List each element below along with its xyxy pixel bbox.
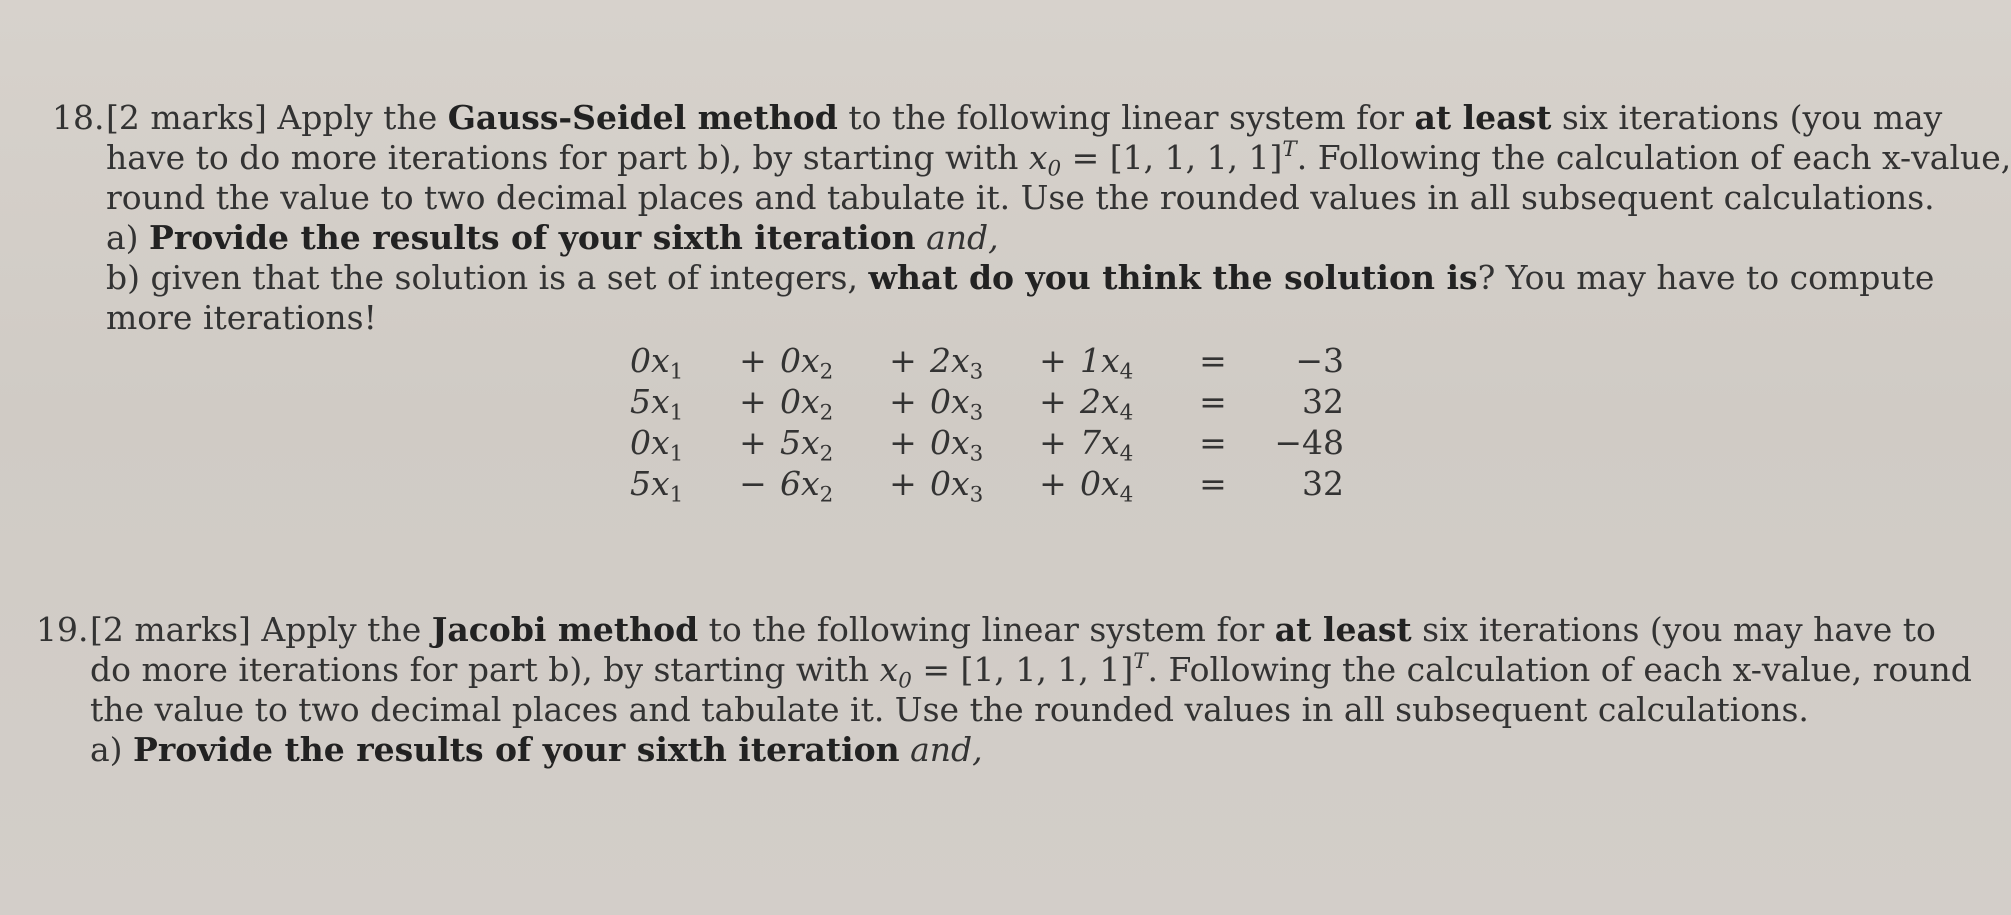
term-subscript: 1: [669, 400, 684, 426]
equation-term: [1080, 463, 1176, 508]
operator: +: [889, 382, 917, 421]
part-a: [90, 730, 1836, 770]
equation-term: [780, 381, 876, 426]
equation-term: [630, 340, 726, 385]
term-subscript: 4: [1119, 400, 1134, 426]
part-a-prompt: Provide the results of your sixth iteration: [133, 730, 900, 769]
operator: +: [1039, 423, 1067, 462]
term-subscript: 3: [969, 441, 984, 467]
x-symbol: x: [879, 650, 899, 689]
operator: +: [889, 341, 917, 380]
text: Apply the: [266, 98, 448, 137]
text: ? You may have to compute: [1477, 258, 1935, 297]
operator: −: [739, 464, 767, 503]
subscript: 0: [898, 668, 912, 694]
term-coefficient: 0x: [930, 423, 970, 462]
equals-sign: =: [1199, 341, 1227, 380]
emphasis: at least: [1414, 98, 1552, 137]
problem-18: [52, 98, 2011, 338]
term-coefficient: 0x: [780, 382, 820, 421]
right-hand-side: 32: [1302, 464, 1344, 503]
term-subscript: 2: [819, 400, 834, 426]
problem-19-line-1: [36, 610, 1936, 650]
term-subscript: 2: [819, 359, 834, 385]
equation-term: [780, 463, 876, 508]
equation-term: [930, 381, 1026, 426]
equation-term: [780, 422, 876, 467]
problem-19: [36, 610, 1972, 770]
operator: +: [739, 423, 767, 462]
transpose-superscript: T: [1133, 649, 1148, 675]
right-hand-side: 32: [1302, 382, 1344, 421]
problem-18-line-2: [106, 137, 2011, 182]
problem-number: 19.: [36, 610, 89, 649]
equation-term: [930, 463, 1026, 508]
equation-term: [1080, 340, 1176, 385]
equation-term: [630, 381, 726, 426]
initial-guess-symbol: [879, 650, 912, 694]
text: . Following the calculation of each x-value,: [1296, 138, 2011, 177]
term-subscript: 4: [1119, 441, 1134, 467]
operator: +: [1039, 464, 1067, 503]
equation-term: [930, 422, 1026, 467]
term-subscript: 3: [969, 482, 984, 508]
problem-19-line-2: [90, 649, 1972, 694]
operator: +: [1039, 341, 1067, 380]
emphasis: at least: [1274, 610, 1412, 649]
part-label: a): [90, 730, 134, 769]
term-subscript: 3: [969, 400, 984, 426]
problem-number: 18.: [52, 98, 105, 137]
equation-term: [630, 422, 726, 467]
term-subscript: 4: [1119, 482, 1134, 508]
text: and,: [899, 730, 983, 769]
right-hand-side: −48: [1274, 423, 1344, 462]
term-subscript: 1: [669, 482, 684, 508]
equation-term: [780, 340, 876, 385]
operator: +: [889, 423, 917, 462]
initial-guess-value: = [1, 1, 1, 1]: [911, 650, 1134, 689]
equation-term: [930, 340, 1026, 385]
problem-19-line-3: the value to two decimal places and tabulate it. Use the rounded values in all subsequent calculations.: [90, 690, 1809, 729]
part-b-prompt: what do you think the solution is: [868, 258, 1478, 297]
linear-system: [630, 340, 1344, 508]
term-coefficient: 7x: [1080, 423, 1120, 462]
term-subscript: 4: [1119, 359, 1134, 385]
term-subscript: 3: [969, 359, 984, 385]
term-coefficient: 1x: [1080, 341, 1120, 380]
transpose-superscript: T: [1282, 137, 1297, 163]
method-name: Gauss-Seidel method: [447, 98, 838, 137]
term-coefficient: 0x: [630, 341, 670, 380]
operator: +: [739, 341, 767, 380]
term-subscript: 1: [669, 359, 684, 385]
marks-label: [2 marks]: [106, 98, 267, 137]
initial-guess-value: = [1, 1, 1, 1]: [1061, 138, 1283, 177]
marks-label: [2 marks]: [90, 610, 251, 649]
text: b) given that the solution is a set of integers,: [106, 258, 869, 297]
term-coefficient: 5x: [780, 423, 820, 462]
operator: +: [739, 382, 767, 421]
operator: +: [889, 464, 917, 503]
term-subscript: 2: [819, 441, 834, 467]
operator: +: [1039, 382, 1067, 421]
equation-row: [630, 463, 1344, 504]
equation-term: [1080, 381, 1176, 426]
x-symbol: x: [1028, 138, 1048, 177]
term-coefficient: 5x: [630, 464, 670, 503]
method-name: Jacobi method: [431, 610, 699, 649]
term-coefficient: 0x: [930, 464, 970, 503]
text: six iterations (you may: [1551, 98, 1943, 137]
term-coefficient: 6x: [780, 464, 820, 503]
term-coefficient: 2x: [1080, 382, 1120, 421]
term-subscript: 1: [669, 441, 684, 467]
part-label: a): [106, 218, 150, 257]
equals-sign: =: [1199, 382, 1227, 421]
equation-row: [630, 381, 1344, 422]
text: Apply the: [250, 610, 432, 649]
text: do more iterations for part b), by starting with: [90, 650, 880, 689]
term-coefficient: 0x: [1080, 464, 1120, 503]
text: to the following linear system for: [837, 98, 1415, 137]
equation-term: [630, 463, 726, 508]
equals-sign: =: [1199, 464, 1227, 503]
equation-row: [630, 422, 1344, 463]
equation-term: [1080, 422, 1176, 467]
text: . Following the calculation of each x-value, round: [1147, 650, 1972, 689]
part-b: [106, 258, 1935, 298]
term-subscript: 2: [819, 482, 834, 508]
term-coefficient: 0x: [630, 423, 670, 462]
term-coefficient: 2x: [930, 341, 970, 380]
equation-row: [630, 340, 1344, 381]
text: to the following linear system for: [698, 610, 1275, 649]
subscript: 0: [1047, 156, 1062, 182]
part-a: [106, 218, 1852, 258]
equals-sign: =: [1199, 423, 1227, 462]
term-coefficient: 5x: [630, 382, 670, 421]
part-a-prompt: Provide the results of your sixth iteration: [149, 218, 916, 257]
initial-guess-symbol: [1028, 138, 1062, 182]
problem-18-line-3: round the value to two decimal places and tabulate it. Use the rounded values in all subsequent calculations.: [106, 178, 1935, 217]
term-coefficient: 0x: [780, 341, 820, 380]
problem-18-line-1: [52, 98, 1943, 138]
text: have to do more iterations for part b), by starting with: [106, 138, 1029, 177]
right-hand-side: −3: [1295, 341, 1344, 380]
part-b-line-2: more iterations!: [106, 298, 377, 337]
text: and,: [915, 218, 999, 257]
term-coefficient: 0x: [930, 382, 970, 421]
text: six iterations (you may have to: [1411, 610, 1936, 649]
